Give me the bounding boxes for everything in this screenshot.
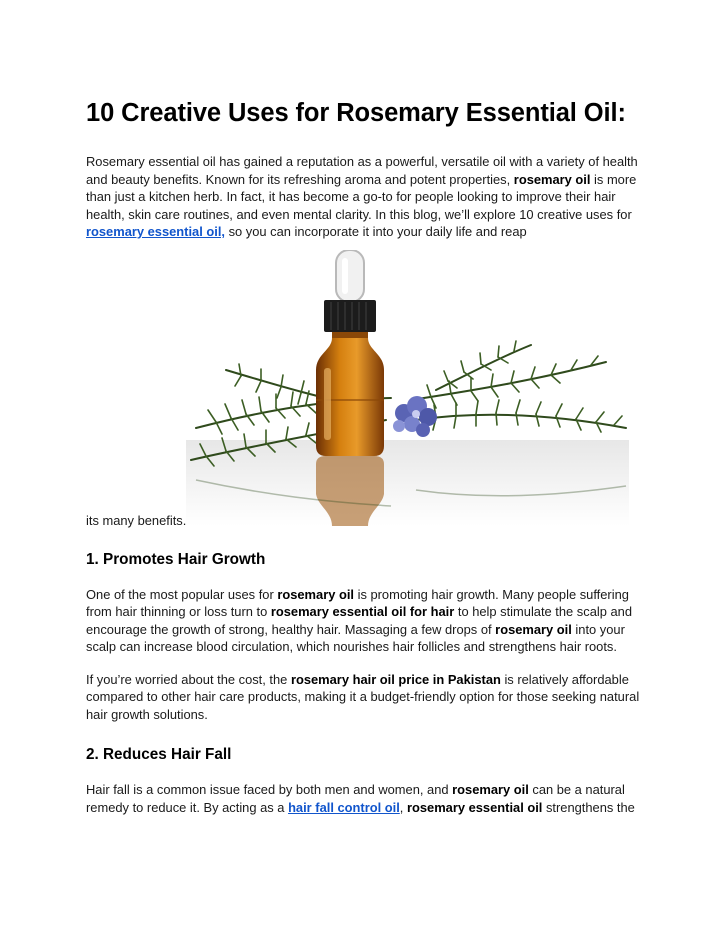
intro-bold-1: rosemary oil — [513, 171, 591, 187]
s1p1-text-2: is promoting hair growth. Many people suffering from hair thinning or loss turn to — [86, 586, 629, 619]
intro-text-2: is more than just a kitchen herb. In fact, it has become a go-to for people looking to improve their hair health, skin care routines, and even mental clarity. In this blog, we’ll explore 10 creative uses for — [86, 171, 637, 222]
s2p1-bold-1: rosemary oil — [452, 782, 529, 797]
hair-fall-paragraph — [86, 781, 646, 816]
document-page — [86, 96, 646, 816]
intro-text-3: so you can incorporate it into your daily life and reap — [225, 224, 527, 239]
rosemary-essential-oil-link[interactable]: rosemary essential oil, — [86, 224, 226, 239]
hair-fall-control-oil-link[interactable]: hair fall control oil — [288, 799, 400, 815]
intro-text-1: Rosemary essential oil has gained a reputation as a powerful, versatile oil with a variety of health and beauty benefits. Known for its refreshing aroma and potent properties, — [86, 154, 638, 187]
hair-growth-paragraph — [86, 586, 646, 656]
intro-paragraph — [86, 153, 646, 241]
s2p1-text-1: Hair fall is a common issue faced by both men and women, and — [86, 782, 453, 797]
s2p1-text-2: can be a natural remedy to reduce it. By acting as a — [86, 782, 625, 815]
s1p1-bold-2: rosemary essential oil for hair — [270, 604, 455, 619]
s1p1-text-4: into your scalp can increase blood circulation, which nourishes hair follicles and strengthens hair roots. — [86, 621, 625, 654]
price-paragraph — [86, 671, 646, 724]
s1p1-text-3: to help stimulate the scalp and encourage the growth of strong, healthy hair. Massaging a few drops of — [86, 604, 632, 637]
s1p2-bold-1: rosemary hair oil price in Pakistan — [290, 671, 501, 687]
s2p1-bold-2: rosemary essential oil — [406, 799, 543, 815]
s1p1-text-1: One of the most popular uses for — [86, 586, 278, 602]
image-line — [86, 250, 646, 530]
s1p2-text-2: is relatively affordable compared to other hair care products, making it a budget-friendly option for those seeking natural hair growth solutions. — [86, 671, 640, 722]
s2p1-text-3: , — [399, 799, 407, 815]
s2p1-text-4: strengthens the — [542, 799, 635, 815]
rosemary-oil-bottle-image — [186, 250, 629, 526]
section-heading-hair-growth: 1. Promotes Hair Growth — [86, 550, 266, 568]
s1p1-bold-3: rosemary oil — [495, 621, 572, 637]
s1p1-bold-1: rosemary oil — [277, 586, 354, 602]
bottle — [316, 250, 384, 526]
section-heading-hair-fall: 2. Reduces Hair Fall — [86, 746, 232, 763]
s1p2-text-1: If you’re worried about the cost, the — [86, 671, 291, 687]
article-title: 10 Creative Uses for Rosemary Essential Oil: — [86, 99, 626, 127]
image-tail-text: its many benefits. — [86, 513, 187, 528]
rosemary-flowers — [393, 396, 437, 437]
